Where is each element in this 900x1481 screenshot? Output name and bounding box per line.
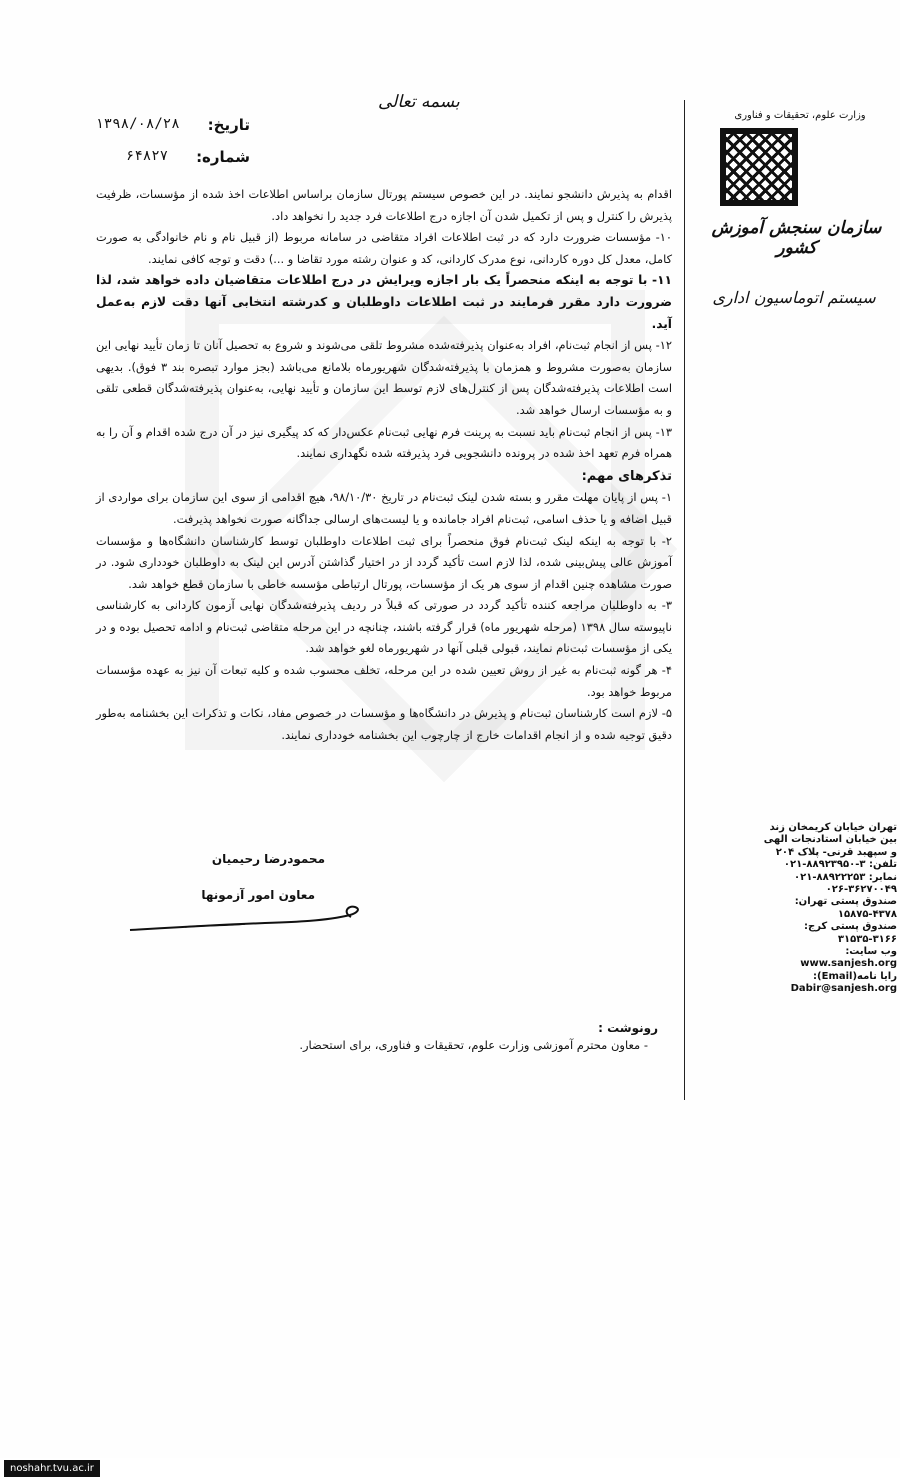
letter-body [96, 184, 672, 746]
address-line-2: بین خیابان استادنجات الهی [763, 834, 897, 846]
website-link[interactable]: www.sanjesh.org [800, 958, 897, 970]
note-1: ۱- پس از پایان مهلت مقرر و بسته شدن لینک ثبت‌نام در تاریخ ۹۸/۱۰/۳۰، هیچ اقدامی از سوی این سازمان برای مواردی از قبیل اضافه و یا حذف اسامی، ثبت‌نام افراد جامانده و یا لیست‌های ارسالی جداگانه صورت نخواهد پذیرفت. [96, 490, 672, 526]
paragraph-intro: اقدام به پذیرش دانشجو نمایند. در این خصوص سیستم پورتال سازمان براساس اطلاعات اخذ شده از مؤسسات، ظرفیت پذیرش را کنترل و پس از تکمیل شدن آن اجازه درج اطلاعات فرد جدید را نخواهد داد. [96, 187, 672, 223]
footer-url[interactable]: noshahr.tvu.ac.ir [4, 1460, 100, 1477]
address-line-3: و سپهبد قرنی- پلاک ۲۰۴ [775, 846, 897, 858]
number-value: ۶۴۸۲۷ [125, 148, 169, 164]
note-3: ۳- به داوطلبان مراجعه کننده تأکید گردد در صورتی که قبلاً در ردیف پذیرفته‌شدگان نهایی آزمون کاردانی به کارشناسی ناپیوسته سال ۱۳۹۸ (مرحله شهریور ماه) قرار گرفته باشند، چنانچه در این مرحله متقاضی ثبت‌نام و ادامه تحصیل بوده و در یکی از مؤسسات ثبت‌نام نمایند، قبولی قبلی آنها در شهریورماه لغو خواهد شد. [96, 598, 672, 656]
date-value: ۱۳۹۸/۰۸/۲۸ [95, 116, 180, 132]
handwritten-signature [125, 895, 365, 940]
number-label: شماره: [196, 148, 250, 166]
pobox-tehran: ۱۵۸۷۵-۴۳۷۸ [837, 908, 897, 920]
date-label: تاریخ: [207, 116, 250, 134]
number-row [126, 148, 250, 166]
basmala: بسمه تعالی [378, 92, 460, 112]
paragraph-12: ۱۲- پس از انجام ثبت‌نام، افراد به‌عنوان پذیرفته‌شده مشروط تلقی می‌شوند و شروع به تحصیل آنان تا زمان تأیید نهایی این سازمان به‌صورت مشروط و همزمان با پذیرفته‌شدگان شهریورماه بلامانع می‌باشد (بجز موارد تبصره بند ۳ فوق). بدیهی است اطلاعات پذیرفته‌شدگان پس از کنترل‌های لازم توسط این سازمان و تأیید نهایی، به‌عنوان پذیرفته‌شدگان قطعی تلقی و به مؤسسات ارسال خواهد شد. [96, 338, 672, 417]
sanjesh-logo-icon [720, 128, 798, 206]
pobox-karaj: ۳۱۵۳۵-۳۱۶۶ [837, 933, 897, 945]
address-line-1: تهران خیابان کریمخان زند [769, 822, 897, 833]
cc-item: - معاون محترم آموزشی وزارت علوم، تحقیقات و فناوری، برای استحضار. [299, 1038, 648, 1052]
date-row [95, 116, 250, 134]
sidebar-divider [684, 100, 685, 1100]
signer-title: معاون امور آزمونها [201, 888, 315, 902]
contact-info [692, 822, 897, 996]
organization-name: سازمان سنجش آموزش کشور [711, 218, 882, 258]
pobox-karaj-label: صندوق پستی کرج: [803, 921, 897, 933]
phone: تلفن: ۳-۸۸۹۲۳۹۵۰-۰۲۱ [783, 859, 897, 871]
email-label: رایا نامه(Email): [813, 970, 897, 982]
pobox-tehran-label: صندوق پستی تهران: [794, 896, 897, 908]
website-label: وب سایت: [845, 946, 897, 958]
phone-2: ۰۲۶-۳۶۲۷۰۰۴۹ [825, 884, 897, 896]
email-link[interactable]: Dabir@sanjesh.org [790, 983, 897, 995]
footer-bar [0, 1458, 900, 1481]
signer-name: محمودرضا رحیمیان [211, 852, 325, 866]
system-name: سیستم اتوماسیون اداری [712, 288, 876, 307]
note-4: ۴- هر گونه ثبت‌نام به غیر از روش تعیین شده در این مرحله، تخلف محسوب شده و کلیه تبعات آن نیز به عهده مؤسسات مربوط خواهد بود. [96, 663, 672, 699]
paragraph-11: ۱۱- با توجه به اینکه منحصراً یک بار اجازه ویرایش در درج اطلاعات متقاضیان داده خواهد شد، لذا ضرورت دارد مقرر فرمایند در ثبت اطلاعات داوطلبان و کدرشته انتخابی آنها دقت لازم به‌عمل آید. [96, 273, 672, 331]
paragraph-13: ۱۳- پس از انجام ثبت‌نام باید نسبت به پرینت فرم نهایی ثبت‌نام عکس‌دار که کد پیگیری نیز در آن درج شده اقدام و آن را به همراه فرم تعهد اخذ شده در پرونده دانشجویی فرد پذیرفته شده نگهداری نمایند. [96, 424, 672, 461]
notes-heading: تذکرهای مهم: [581, 468, 672, 484]
cc-label: رونوشت : [598, 1021, 658, 1035]
paragraph-10: ۱۰- مؤسسات ضرورت دارد که در ثبت اطلاعات افراد متقاضی در سامانه مربوط (از قبیل نام و نام خانوادگی به صورت کامل، معدل کل دوره کاردانی، نوع مدرک کاردانی، کد و عنوان رشته مورد تقاضا و ...) دقت و توجه کافی نمایند. [96, 230, 672, 266]
fax: نمابر: ۸۸۹۲۲۲۵۳-۰۲۱ [794, 871, 897, 883]
note-5: ۵- لازم است کارشناسان ثبت‌نام و پذیرش در دانشگاه‌ها و مؤسسات در خصوص مفاد، نکات و تذکرات این بخشنامه به‌طور دقیق توجیه شده و از انجام اقدامات خارج از چارچوب این بخشنامه خودداری نمایند. [96, 706, 672, 742]
ministry-name: وزارت علوم، تحقیقات و فناوری [734, 110, 866, 121]
note-2: ۲- با توجه به اینکه لینک ثبت‌نام فوق منحصراً برای ثبت اطلاعات داوطلبان توسط کارشناسان دانشگاه‌ها و مؤسسات آموزش عالی پیش‌بینی شده، لذا لازم است تأکید گردد از در اختیار گذاشتن آدرس این لینک به داوطلبان خودداری شود. در صورت مشاهده چنین اقدام از سوی هر یک از مؤسسات، پورتال ارتباطی مؤسسه خاطی با سازمان قطع خواهد شد. [96, 533, 672, 591]
